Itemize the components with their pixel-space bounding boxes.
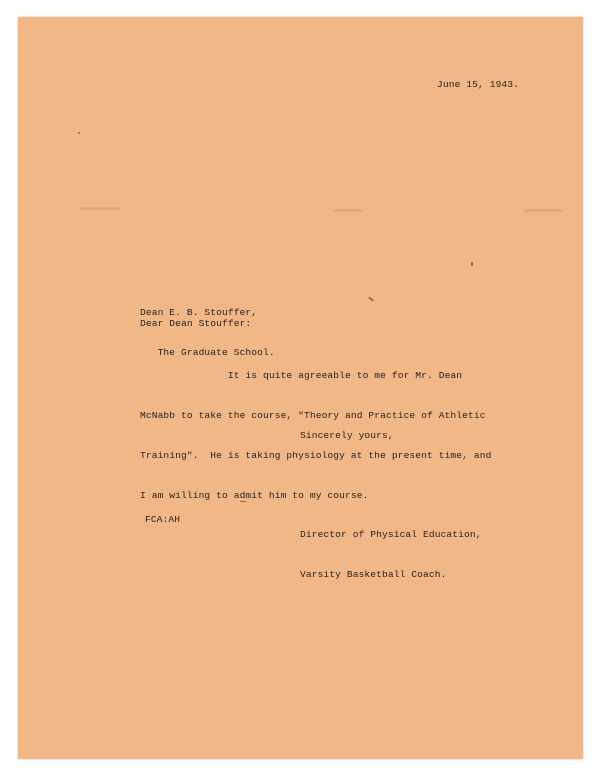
- signature-subtitle: Varsity Basketball Coach.: [300, 569, 447, 581]
- closing: Sincerely yours,: [300, 430, 394, 441]
- body-line: It is quite agreeable to me for Mr. Dean: [140, 369, 463, 381]
- paper-speck: [471, 262, 473, 266]
- paper-smudge: [80, 207, 120, 210]
- signature-block: [300, 501, 482, 608]
- recipient-name: Dean E. B. Stouffer,: [140, 306, 258, 318]
- paper-smudge: [523, 209, 563, 212]
- body-line: Training". He is taking physiology at the present time, and: [140, 450, 492, 462]
- paper-speck: [78, 132, 80, 134]
- body-line: McNabb to take the course, "Theory and Practice of Athletic: [140, 410, 486, 422]
- paper-smudge: [333, 209, 363, 212]
- signature-title: Director of Physical Education,: [300, 528, 482, 540]
- letter-date: June 15, 1943.: [437, 79, 520, 90]
- letter-page: [18, 17, 583, 759]
- body-line: I am willing to admit him to my course.: [140, 490, 369, 502]
- paper-speck: [368, 296, 374, 301]
- reference-initials: FCA:AH: [145, 514, 181, 525]
- salutation: Dear Dean Stouffer:: [140, 318, 252, 329]
- recipient-department: The Graduate School.: [140, 347, 275, 359]
